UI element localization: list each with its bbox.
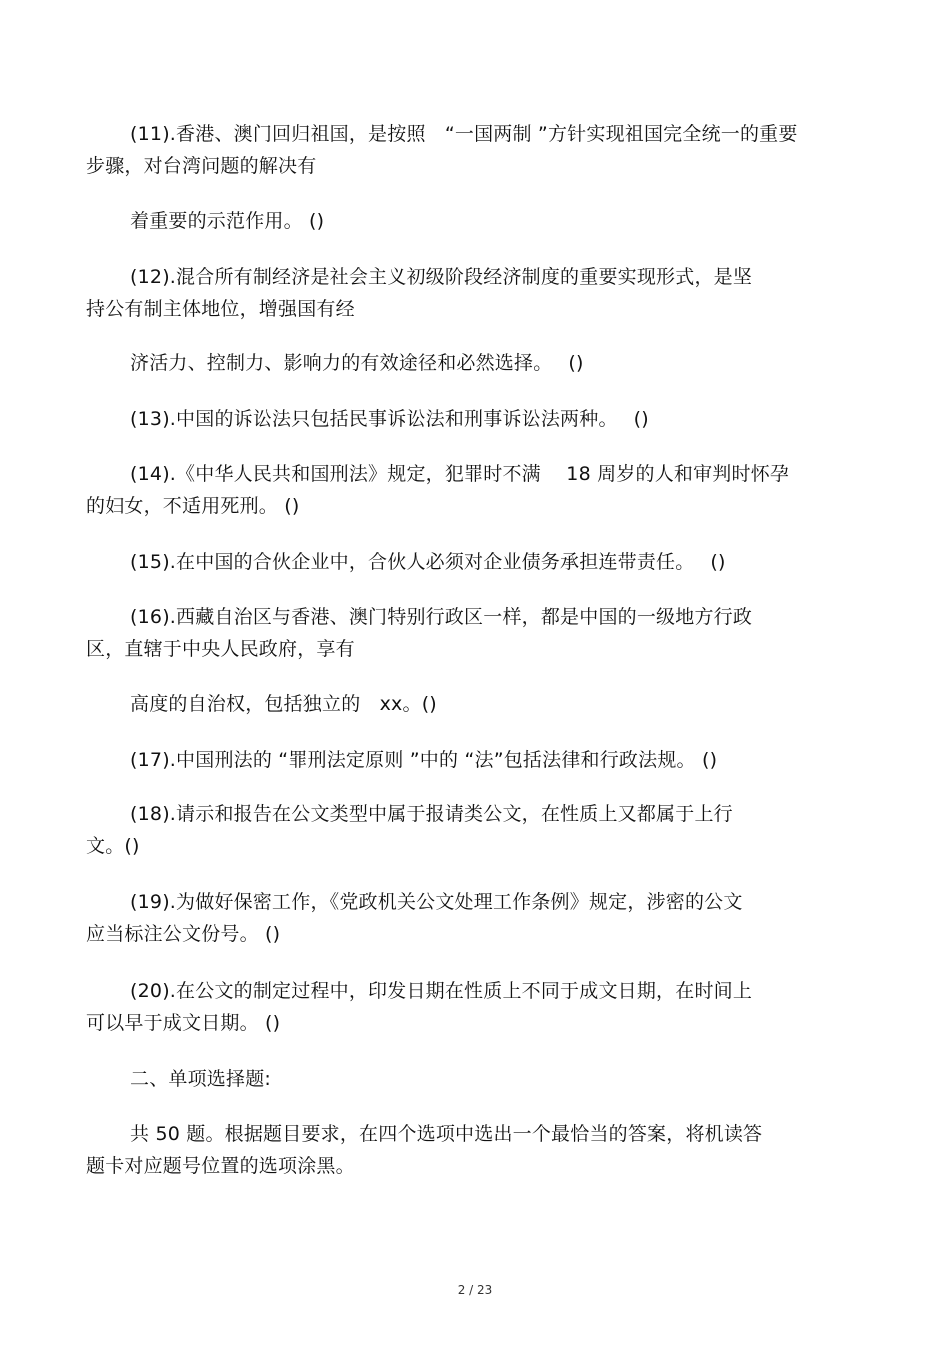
question-11-line-1: (11).香港、澳门回归祖国，是按照 “一国两制 ”方针实现祖国完全统一的重要 — [130, 123, 798, 145]
question-18-line-2: 文。() — [86, 835, 140, 857]
question-19-line-2: 应当标注公文份号。 () — [86, 923, 281, 945]
question-13-line-1: (13).中国的诉讼法只包括民事诉讼法和刑事诉讼法两种。 () — [130, 408, 649, 430]
question-16-line-2: 区，直辖于中央人民政府，享有 — [86, 638, 355, 660]
question-14-line-1: (14).《中华人民共和国刑法》规定，犯罪时不满 18 周岁的人和审判时怀孕 — [130, 463, 790, 485]
section-intro-line-1: 共 50 题。根据题目要求，在四个选项中选出一个最恰当的答案，将机读答 — [130, 1123, 763, 1145]
question-15-line-1: (15).在中国的合伙企业中，合伙人必须对企业债务承担连带责任。 () — [130, 551, 726, 573]
question-11-line-3: 着重要的示范作用。 () — [130, 210, 325, 232]
question-16-line-3: 高度的自治权，包括独立的 xx。() — [130, 693, 437, 715]
question-17-line-1: (17).中国刑法的 “罪刑法定原则 ”中的 “法”包括法律和行政法规。 () — [130, 749, 718, 771]
page-number: 2 / 23 — [457, 1283, 493, 1297]
section-heading: 二、单项选择题: — [130, 1068, 272, 1090]
question-12-line-1: (12).混合所有制经济是社会主义初级阶段经济制度的重要实现形式，是坚 — [130, 266, 753, 288]
question-20-line-1: (20).在公文的制定过程中，印发日期在性质上不同于成文日期，在时间上 — [130, 980, 753, 1002]
question-18-line-1: (18).请示和报告在公文类型中属于报请类公文，在性质上又都属于上行 — [130, 803, 733, 825]
question-20-line-2: 可以早于成文日期。 () — [86, 1012, 281, 1034]
question-14-line-2: 的妇女，不适用死刑。 () — [86, 495, 300, 517]
question-16-line-1: (16).西藏自治区与香港、澳门特别行政区一样，都是中国的一级地方行政 — [130, 606, 753, 628]
question-12-line-3: 济活力、控制力、影响力的有效途径和必然选择。 () — [130, 352, 584, 374]
question-11-line-2: 步骤，对台湾问题的解决有 — [86, 155, 317, 177]
section-intro-line-2: 题卡对应题号位置的选项涂黑。 — [86, 1155, 355, 1177]
question-12-line-2: 持公有制主体地位，增强国有经 — [86, 298, 355, 320]
question-19-line-1: (19).为做好保密工作，《党政机关公文处理工作条例》规定，涉密的公文 — [130, 891, 743, 913]
